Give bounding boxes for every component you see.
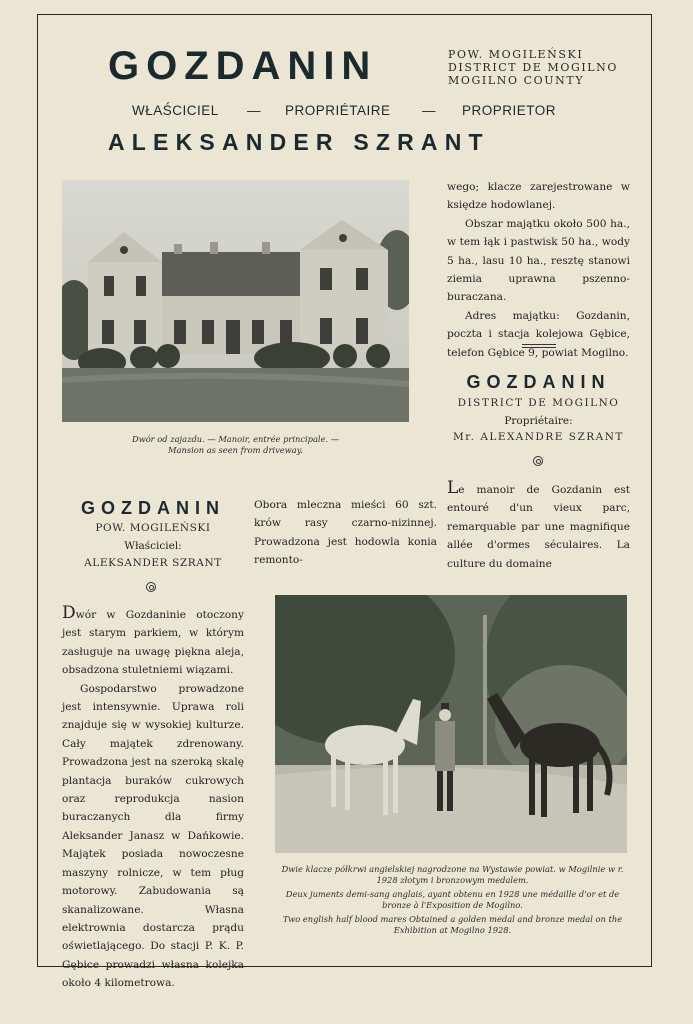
county-line-fr: DISTRICT DE MOGILNO <box>448 61 619 74</box>
polish-paragraph-2: Gospodarstwo prowadzone jest intensywnie. Uprawa roli znajduje się w wysokiej kulturze. Cały majątek zdrenowany. Prowadzona jest na szeroką skalę plantacja buraków cukrowych oraz reprodukcja nasion buraczanych dla firmy Aleksander Janasz w Dańkowie. Majątek posiada nowoczesne maszyny rolnicze, w tem pług motorowy. Zabudowania są skanalizowane. Własna elektrownia dostarcza prądu oświetlającego. Do stacji P. K. P. Gębice prowadzi własna kolejka około 4 kilometrowa. <box>62 682 244 990</box>
polish-title: GOZDANIN <box>81 498 225 518</box>
horses-illustration <box>275 595 627 853</box>
mansion-caption <box>62 434 409 456</box>
horses-caption-fr: Deux juments demi-sang anglais, ayant obtenu en 1928 une médaille d'or et de bronze à l'Exposition de Mogilno. <box>285 889 620 910</box>
french-title: GOZDANIN <box>466 372 611 392</box>
polish-text <box>62 604 244 993</box>
french-role: Propriétaire: <box>504 415 573 427</box>
role-dash-1: — <box>247 103 261 118</box>
owner-name: ALEKSANDER SZRANT <box>108 129 490 155</box>
polish-role: Właściciel: <box>124 540 182 552</box>
mansion-caption-line-1: Dwór od zajazdu. — Manoir, entrée principale. — <box>131 434 340 444</box>
mansion-caption-fr: Manoir, entrée principale. <box>218 434 329 444</box>
county-block <box>448 48 618 87</box>
ornament-icon <box>533 456 543 466</box>
horses-caption-en: Two english half blood mares Obtained a golden medal and bronze medal on the Exhibition at Mogilno 1928. <box>282 914 623 935</box>
right-top-column <box>447 178 630 362</box>
mansion-illustration <box>62 180 409 422</box>
right-top-p1: wego; klacze zarejestrowane w księdze hodowlanej. <box>447 181 630 212</box>
right-top-p2: Obszar majątku około 500 ha., w tem łąk i pastwisk 50 ha., wody 5 ha., lasu 10 ha., resztę stanowi ziemia uprawna pszenno-buraczana. <box>447 217 630 304</box>
horses-caption <box>275 864 630 936</box>
french-dropcap: L <box>447 478 459 498</box>
mansion-photo <box>62 180 409 422</box>
middle-column-text: Obora mleczna mieści 60 szt. krów rasy czarno-nizinnej. Prowadzona jest hodowla konia remonto- <box>254 499 437 567</box>
role-dash-2: — <box>422 103 436 118</box>
polish-county: POW. MOGILEŃSKI <box>95 522 211 534</box>
french-text <box>447 479 630 573</box>
section-divider <box>522 344 556 348</box>
horses-caption-pl: Dwie klacze półkrwi angielskiej nagrodzone na Wystawie powiat. w Mogilnie w r. 1928 złotym i bronzowym medalem. <box>281 864 624 885</box>
french-owner: Mr. ALEXANDRE SZRANT <box>453 431 624 443</box>
role-fr: PROPRIÉTAIRE <box>285 103 391 118</box>
right-top-p3: Adres majątku: Gozdanin, poczta i stacja kolejowa Gębice, telefon Gębice 9, powiat Mogilno. <box>447 309 630 359</box>
polish-owner: ALEKSANDER SZRANT <box>84 557 222 569</box>
polish-paragraph-1: wór w Gozdaninie otoczony jest starym parkiem, w którym zasługuje na uwagę piękna aleja, obsadzona stuletniemi wiązami. <box>62 609 244 677</box>
page-title: GOZDANIN <box>108 44 378 88</box>
mansion-caption-pl: Dwór od zajazdu. <box>131 434 205 444</box>
ornament-icon <box>146 582 156 592</box>
role-en: PROPRIETOR <box>462 103 557 118</box>
polish-dropcap: D <box>62 603 76 623</box>
county-line-pl: POW. MOGILEŃSKI <box>448 48 584 61</box>
mansion-caption-en: Mansion as seen from driveway. <box>168 445 303 455</box>
role-pl: WŁAŚCICIEL <box>132 103 219 118</box>
french-paragraph: e manoir de Gozdanin est entouré d'un vieux parc, remarquable par une magnifique allée d'ormes séculaires. La culture du domaine <box>447 484 630 570</box>
horses-photo <box>275 595 627 853</box>
county-line-en: MOGILNO COUNTY <box>448 74 585 87</box>
french-district: DISTRICT DE MOGILNO <box>457 397 620 409</box>
